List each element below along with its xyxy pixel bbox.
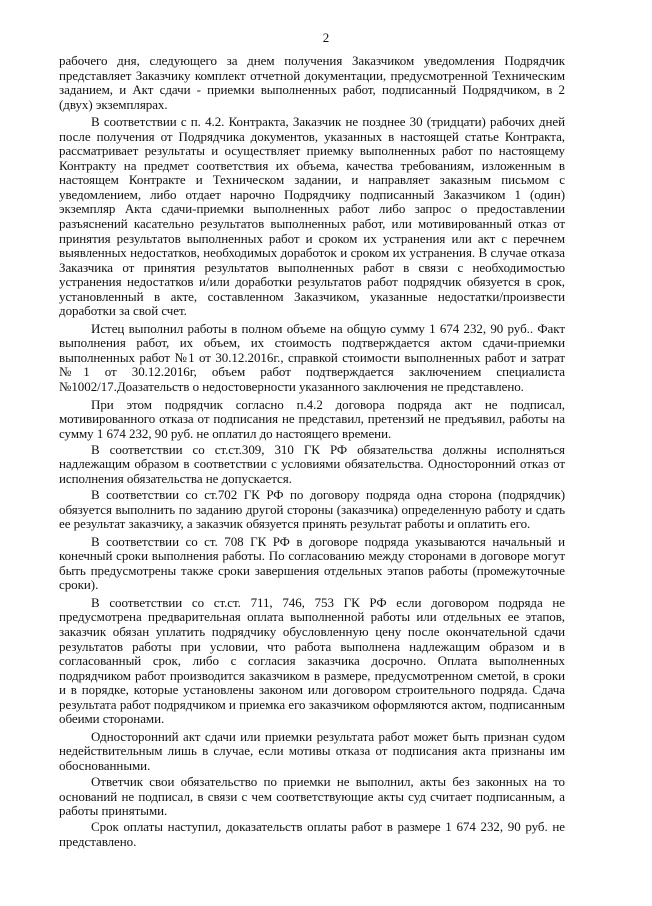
paragraph-7: В соответствии со ст. 708 ГК РФ в договоре подряда указываются начальный и конечный сроки выполнения работы. По согласованию между сторонами в договоре могут быть предусмотрены также сроки завершения отдельных этапов работы (промежуточные сроки). <box>59 533 565 593</box>
paragraph-10: Ответчик свои обязательство по приемки не выполнил, акты без законных на то оснований не подписал, в связи с чем соответствующие акты суд считает подписанным, а работы принятыми. <box>59 774 565 819</box>
paragraph-11: Срок оплаты наступил, доказательств оплаты работ в размере 1 674 232, 90 руб. не представлено. <box>59 819 565 849</box>
paragraph-1: рабочего дня, следующего за днем получения Заказчиком уведомления Подрядчик представляет Заказчику комплект отчетной документации, предусмотренной Техническим заданием, и Акт сдачи - приемки выполненных работ, подписанный Подрядчиком, в 2 (двух) экземплярах. <box>59 53 565 112</box>
paragraph-9: Односторонний акт сдачи или приемки результата работ может быть признан судом недействительным лишь в случае, если мотивы отказа от подписания акта признаны им обоснованными. <box>59 728 565 773</box>
paragraph-4: При этом подрядчик согласно п.4.2 договора подряда акт не подписал, мотивированного отказа от подписания не представил, претензий не предъявил, работы на сумму 1 674 232, 90 руб. не оплатил до настоящего времени. <box>59 396 565 441</box>
paragraph-6: В соответствии со ст.702 ГК РФ по договору подряда одна сторона (подрядчик) обязуется выполнить по заданию другой стороны (заказчика) определенную работу и сдать ее результат заказчику, а заказчик обязуется принять результат работы и оплатить его. <box>59 487 565 532</box>
paragraph-8: В соответствии со ст.ст. 711, 746, 753 ГК РФ если договором подряда не предусмотрена предварительная оплата выполненной работы или отдельных ее этапов, заказчик обязан уплатить подрядчику обусловленную цену после окончательной сдачи результатов работы при условии, что работа выполнена надлежащим образом и в согласованный срок, либо с согласия заказчика досрочно. Оплата выполненных подрядчиком работ производится заказчиком в размере, предусмотренном сметой, в сроки и в порядке, которые установлены законом или договором строительного подряда. Сдача результата работ подрядчиком и приемка его заказчиком оформляются актом, подписанным обеими сторонами. <box>59 594 565 727</box>
paragraph-3: Истец выполнил работы в полном объеме на общую сумму 1 674 232, 90 руб.. Факт выполнения работ, их объем, их стоимость подтверждается актом сдачи-приемки выполненных работ №1 от 30.12.2016г., справкой стоимости выполненных работ и затрат №1 от 30.12.2016г, объем работ подтверждается заключением специалиста №1002/17.Доазательств о недостоверности указанного заключения не представлено. <box>59 320 565 395</box>
document-body <box>59 54 565 851</box>
paragraph-5: В соответствии со ст.ст.309, 310 ГК РФ обязательства должны исполняться надлежащим образом в соответствии с условиями обязательства. Односторонний отказ от исполнения обязательства не допускается. <box>59 441 565 486</box>
page-number: 2 <box>322 30 330 45</box>
paragraph-2: В соответствии с п. 4.2. Контракта, Заказчик не позднее 30 (тридцати) рабочих дней после получения от Подрядчика документов, указанных в настоящей статье Контракта, рассматривает результаты и осуществляет приемку выполненных работ по настоящему Контракту на предмет соответствия их объема, качества требованиям, изложенным в настоящем Контракте и Техническом задании, и направляет заказным письмом с уведомлением, либо отдает нарочно Подрядчику подписанный Заказчиком 1 (один) экземпляр Акта сдачи-приемки выполненных работ либо запрос о предоставлении разъяснений касательно результатов выполненных работ, или мотивированный отказ от принятия результатов выполненных работ и сроком их устранения или акт с перечнем выявленных недостатков, необходимых доработок и сроком их устранения. В случае отказа Заказчика от принятия результатов выполненных работ в связи с необходимостью устранения недостатков и/или доработки результатов работ подрядчик обязуется в срок, установленный в акте, составленном Заказчиком, указанные недостатки/произвести доработки за свой счет. <box>59 114 565 319</box>
